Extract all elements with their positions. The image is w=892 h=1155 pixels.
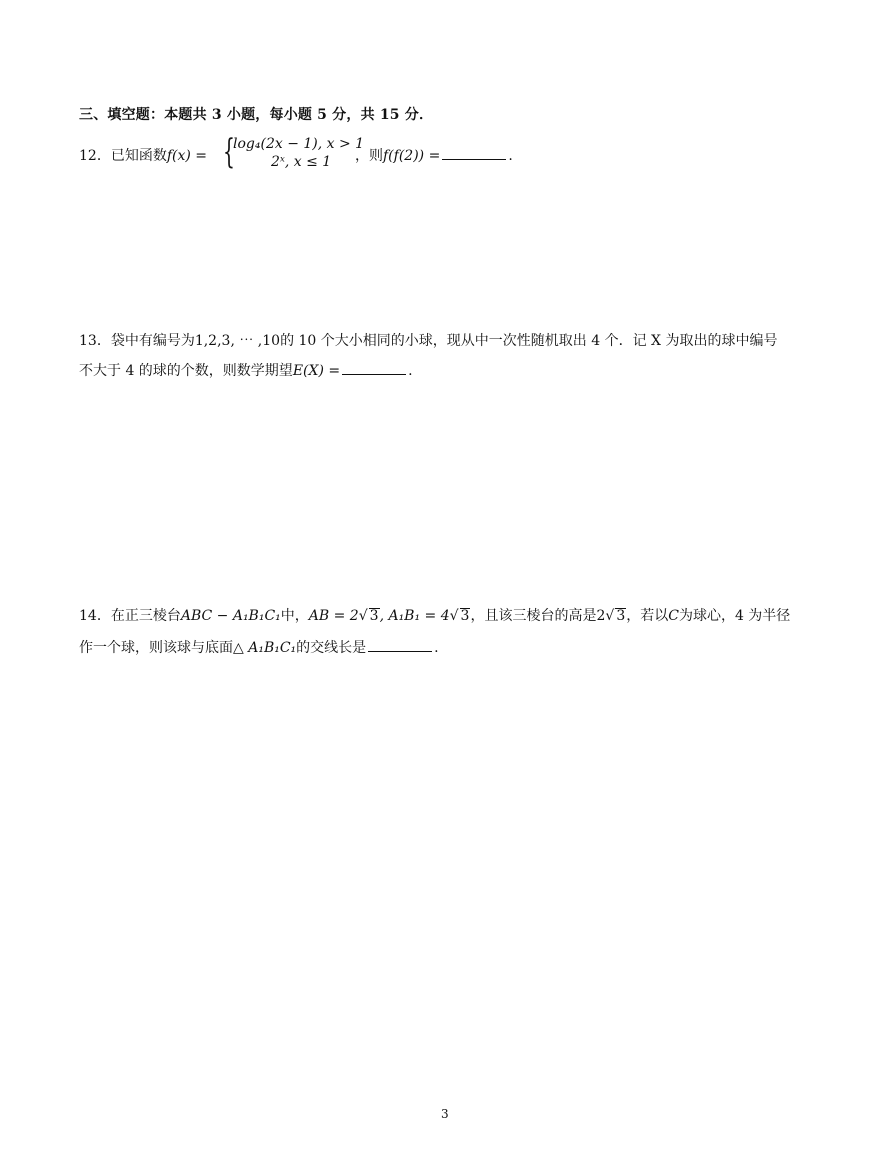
question-13-end: . <box>408 363 413 379</box>
question-12-tail <box>355 145 513 165</box>
question-14-text-a: 在正三棱台 <box>110 608 181 624</box>
question-14-text-c: ，且该三棱台的高是 <box>470 608 597 624</box>
question-12-end: . <box>508 148 513 164</box>
section-heading: 三、填空题：本题共 3 小题，每小题 5 分，共 15 分． <box>79 107 434 123</box>
question-14-ab: AB = 2 <box>308 608 359 624</box>
piecewise-brace: { <box>223 132 235 172</box>
question-14-end: . <box>434 640 439 656</box>
question-13-number: 13． <box>79 333 111 349</box>
question-13-line-2 <box>79 360 413 380</box>
question-14-a1b1: , A₁B₁ = 4 <box>379 608 450 624</box>
sqrt-radicand: 3 <box>369 608 379 624</box>
piecewise-case-1: log₄(2x − 1), x > 1 <box>233 136 365 152</box>
question-14-center: C <box>668 608 679 624</box>
question-13-text: 袋中有编号为1,2,3, ⋯ ,10的 10 个大小相同的小球，现从中一次性随机取出 4 个．记 X 为取出的球中编号 <box>110 333 778 349</box>
question-12-number: 12． <box>79 148 111 164</box>
answer-blank[interactable] <box>368 639 432 652</box>
answer-blank[interactable] <box>342 362 406 375</box>
question-12-function: f(x) = <box>166 148 208 164</box>
sqrt-radicand: 3 <box>460 608 470 624</box>
question-14-line-2 <box>79 637 439 657</box>
question-14-height: 2 <box>596 608 606 624</box>
question-14-text-b: 中， <box>280 608 309 624</box>
question-14-text-f: 作一个球，则该球与底面 <box>79 640 233 656</box>
question-14-frustum: ABC − A₁B₁C₁ <box>180 608 281 624</box>
question-14-line-1: 14．在正三棱台ABC − A₁B₁C₁中，AB = 2√ 3, A₁B₁ = 4√ 3，且该三棱台的高是2√ 3，若以C为球心，4 为半径 <box>79 608 791 624</box>
piecewise-case-2: 2ˣ, x ≤ 1 <box>271 154 332 170</box>
question-12-lead <box>79 145 207 165</box>
question-13-line-1 <box>79 330 777 350</box>
page-number: 3 <box>441 1107 449 1121</box>
question-12-expression: f(f(2)) = <box>383 148 441 164</box>
question-12-tail-text: ，则 <box>355 148 383 164</box>
question-12-text: 已知函数 <box>110 148 167 164</box>
question-14-text-g: 的交线长是 <box>296 640 367 656</box>
question-14-text-d: ，若以 <box>626 608 669 624</box>
question-14-text-e: 为球心，4 为半径 <box>678 608 791 624</box>
sqrt-radicand: 3 <box>616 608 626 624</box>
question-14-triangle: △ A₁B₁C₁ <box>233 640 297 656</box>
question-14-number: 14． <box>79 608 111 624</box>
question-13-text-2: 不大于 4 的球的个数，则数学期望 <box>79 363 293 379</box>
answer-blank[interactable] <box>442 147 506 160</box>
question-13-expression: E(X) = <box>292 363 341 379</box>
